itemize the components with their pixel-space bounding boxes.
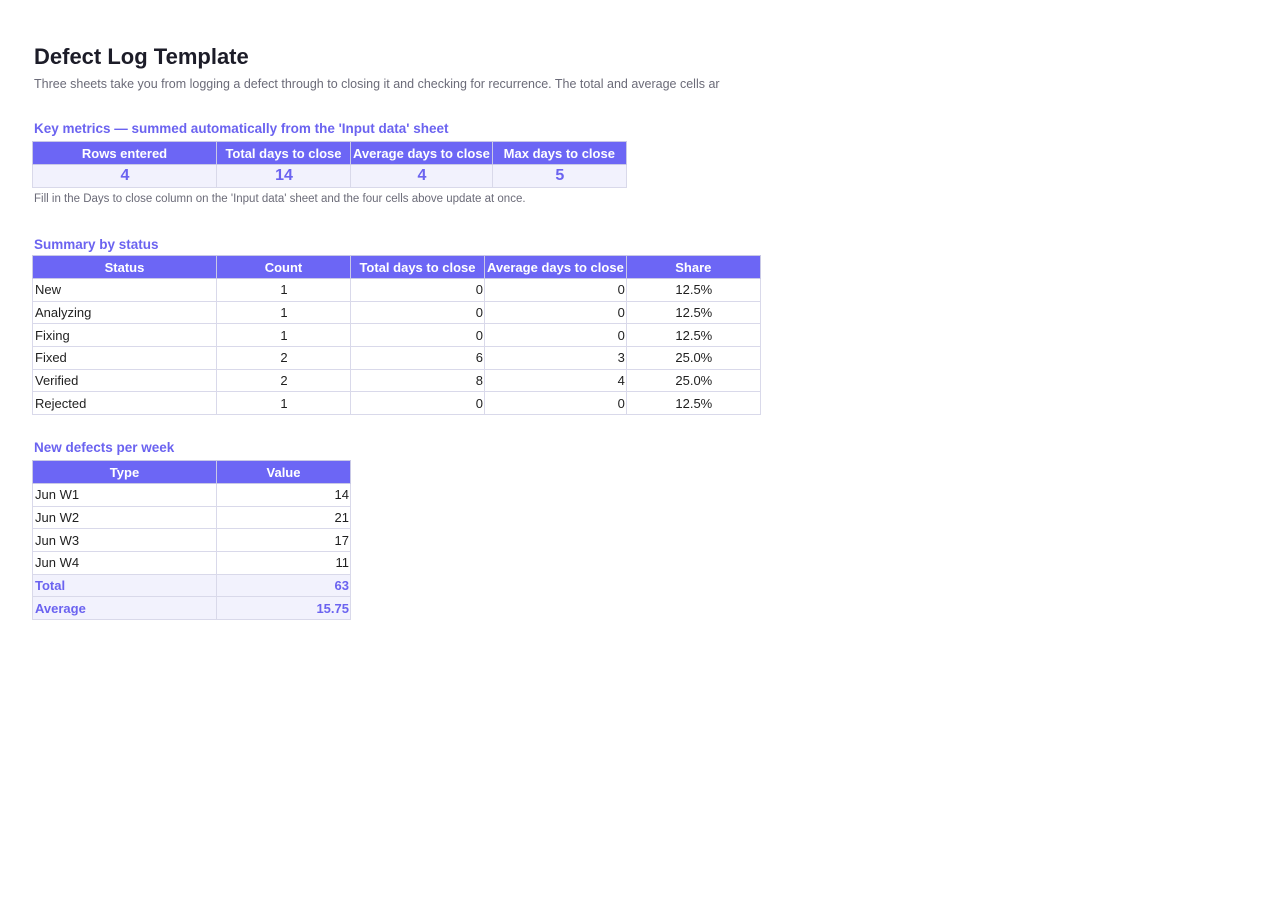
table-row <box>33 279 761 302</box>
status-cell[interactable]: Fixed <box>33 347 217 370</box>
table-row <box>33 552 351 575</box>
week-cell[interactable]: Jun W4 <box>33 552 217 575</box>
share-cell[interactable]: 25.0% <box>626 347 760 370</box>
page-title: Defect Log Template <box>34 44 249 69</box>
total-days-cell[interactable]: 6 <box>351 347 485 370</box>
value-cell[interactable]: 14 <box>217 484 351 507</box>
summary-header-total-days[interactable]: Total days to close <box>351 256 485 279</box>
summary-section-title: Summary by status <box>34 237 159 252</box>
table-row <box>33 301 761 324</box>
summary-table <box>32 255 761 415</box>
metric-average-days-value[interactable]: 4 <box>351 165 493 188</box>
metrics-header-average-days[interactable]: Average days to close <box>351 142 493 165</box>
summary-header-count[interactable]: Count <box>217 256 351 279</box>
count-cell[interactable]: 2 <box>217 347 351 370</box>
metrics-values-row <box>33 165 627 188</box>
week-cell[interactable]: Jun W1 <box>33 484 217 507</box>
weekly-header-type[interactable]: Type <box>33 461 217 484</box>
status-cell[interactable]: New <box>33 279 217 302</box>
count-cell[interactable]: 2 <box>217 369 351 392</box>
share-cell[interactable]: 12.5% <box>626 301 760 324</box>
table-row <box>33 506 351 529</box>
share-cell[interactable]: 25.0% <box>626 369 760 392</box>
average-days-cell[interactable]: 0 <box>485 324 627 347</box>
count-cell[interactable]: 1 <box>217 324 351 347</box>
table-row <box>33 369 761 392</box>
weekly-table <box>32 460 351 620</box>
share-cell[interactable]: 12.5% <box>626 392 760 415</box>
status-cell[interactable]: Rejected <box>33 392 217 415</box>
total-days-cell[interactable]: 0 <box>351 279 485 302</box>
average-days-cell[interactable]: 4 <box>485 369 627 392</box>
status-cell[interactable]: Verified <box>33 369 217 392</box>
metrics-header-rows-entered[interactable]: Rows entered <box>33 142 217 165</box>
table-row <box>33 529 351 552</box>
metrics-table <box>32 141 627 188</box>
total-row <box>33 574 351 597</box>
table-row <box>33 324 761 347</box>
average-days-cell[interactable]: 0 <box>485 301 627 324</box>
status-cell[interactable]: Fixing <box>33 324 217 347</box>
value-cell[interactable]: 11 <box>217 552 351 575</box>
table-row <box>33 484 351 507</box>
total-days-cell[interactable]: 0 <box>351 301 485 324</box>
count-cell[interactable]: 1 <box>217 392 351 415</box>
metrics-header-max-days[interactable]: Max days to close <box>492 142 626 165</box>
count-cell[interactable]: 1 <box>217 279 351 302</box>
metrics-section-title: Key metrics — summed automatically from the 'Input data' sheet <box>34 121 449 136</box>
week-cell[interactable]: Jun W3 <box>33 529 217 552</box>
metrics-note: Fill in the Days to close column on the 'Input data' sheet and the four cells above update at once. <box>34 193 526 205</box>
metric-total-days-value[interactable]: 14 <box>217 165 351 188</box>
summary-header-average-days[interactable]: Average days to close <box>485 256 627 279</box>
status-cell[interactable]: Analyzing <box>33 301 217 324</box>
average-days-cell[interactable]: 0 <box>485 279 627 302</box>
metrics-header-total-days[interactable]: Total days to close <box>217 142 351 165</box>
average-days-cell[interactable]: 0 <box>485 392 627 415</box>
metric-rows-entered-value[interactable]: 4 <box>33 165 217 188</box>
value-cell[interactable]: 17 <box>217 529 351 552</box>
average-label-cell[interactable]: Average <box>33 597 217 620</box>
metric-max-days-value[interactable]: 5 <box>492 165 626 188</box>
average-value-cell[interactable]: 15.75 <box>217 597 351 620</box>
total-days-cell[interactable]: 8 <box>351 369 485 392</box>
average-row <box>33 597 351 620</box>
summary-header-status[interactable]: Status <box>33 256 217 279</box>
share-cell[interactable]: 12.5% <box>626 279 760 302</box>
weekly-header-value[interactable]: Value <box>217 461 351 484</box>
summary-header-share[interactable]: Share <box>626 256 760 279</box>
total-value-cell[interactable]: 63 <box>217 574 351 597</box>
average-days-cell[interactable]: 3 <box>485 347 627 370</box>
share-cell[interactable]: 12.5% <box>626 324 760 347</box>
count-cell[interactable]: 1 <box>217 301 351 324</box>
weekly-section-title: New defects per week <box>34 440 175 455</box>
total-days-cell[interactable]: 0 <box>351 392 485 415</box>
table-row <box>33 347 761 370</box>
page-description: Three sheets take you from logging a defect through to closing it and checking for recurrence. The total and average cells ar <box>34 77 720 91</box>
week-cell[interactable]: Jun W2 <box>33 506 217 529</box>
total-label-cell[interactable]: Total <box>33 574 217 597</box>
table-row <box>33 392 761 415</box>
total-days-cell[interactable]: 0 <box>351 324 485 347</box>
value-cell[interactable]: 21 <box>217 506 351 529</box>
